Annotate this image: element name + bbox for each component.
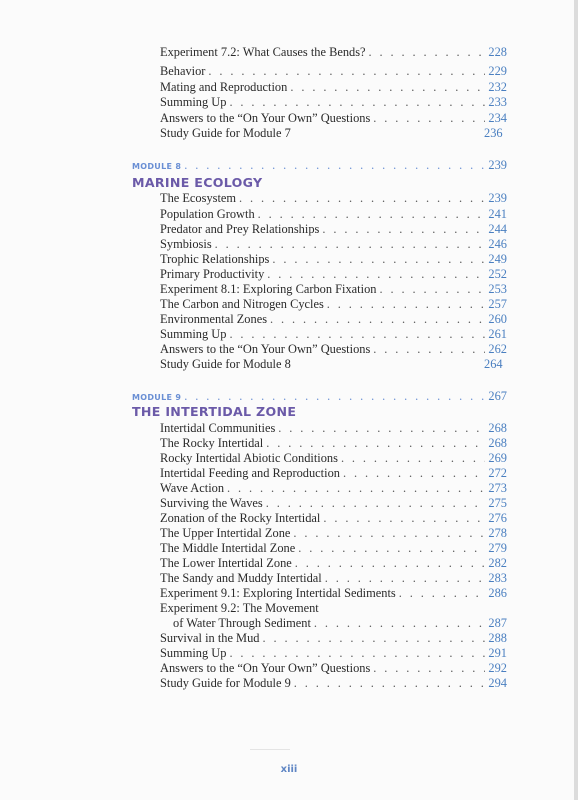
toc-page-number: 234 bbox=[488, 111, 507, 125]
toc-entry[interactable] bbox=[160, 207, 507, 222]
toc-entry-title: Intertidal Communities bbox=[160, 421, 276, 435]
module-page-number: 239 bbox=[488, 158, 507, 172]
dot-leader bbox=[229, 327, 485, 342]
toc-entry-title: Rocky Intertidal Abiotic Conditions bbox=[160, 451, 338, 465]
toc-page-number: 246 bbox=[488, 237, 507, 251]
toc-entry[interactable] bbox=[160, 80, 507, 95]
toc-entry[interactable] bbox=[160, 511, 507, 526]
dot-leader bbox=[295, 556, 486, 571]
dot-leader bbox=[266, 436, 485, 451]
footer-rule bbox=[250, 749, 290, 750]
dot-leader bbox=[266, 496, 486, 511]
dot-leader bbox=[298, 541, 485, 556]
toc-entry[interactable] bbox=[160, 661, 507, 676]
toc-entry-title: Experiment 9.1: Exploring Intertidal Sediments bbox=[160, 586, 396, 600]
dot-leader bbox=[327, 297, 486, 312]
dot-leader bbox=[227, 481, 485, 496]
toc-entry-title: Answers to the “On Your Own” Questions bbox=[160, 111, 371, 125]
toc-entry[interactable] bbox=[160, 571, 507, 586]
dot-leader bbox=[373, 342, 485, 357]
dot-leader bbox=[314, 616, 485, 631]
toc-page-number: 268 bbox=[488, 421, 507, 435]
toc-page-number: 283 bbox=[488, 571, 507, 585]
toc-page-number: 294 bbox=[488, 676, 507, 690]
toc-entry-title: The Ecosystem bbox=[160, 191, 237, 205]
toc-entry[interactable] bbox=[160, 327, 507, 342]
toc-entry[interactable] bbox=[160, 282, 507, 297]
toc-entry[interactable] bbox=[160, 436, 507, 451]
module-9-title: THE INTERTIDAL ZONE bbox=[132, 404, 297, 419]
toc-entry-title: Mating and Reproduction bbox=[160, 80, 288, 94]
toc-entry-title: Summing Up bbox=[160, 95, 227, 109]
toc-page-number: 287 bbox=[488, 616, 507, 630]
module-label: MODULE 8 bbox=[132, 162, 182, 171]
dot-leader bbox=[229, 95, 485, 110]
toc-page-number: 264 bbox=[484, 357, 503, 371]
toc-entry-continuation[interactable] bbox=[173, 616, 507, 631]
toc-entry-title: Study Guide for Module 9 bbox=[160, 676, 291, 690]
dot-leader bbox=[229, 646, 485, 661]
toc-entry-title: The Lower Intertidal Zone bbox=[160, 556, 292, 570]
dot-leader bbox=[373, 661, 485, 676]
toc-page-number: 260 bbox=[488, 312, 507, 326]
toc-entry-title: Predator and Prey Relationships bbox=[160, 222, 320, 236]
toc-entry-title: Intertidal Feeding and Reproduction bbox=[160, 466, 340, 480]
toc-entry-title: Summing Up bbox=[160, 327, 227, 341]
toc-entry[interactable] bbox=[160, 357, 503, 372]
toc-entry-title: Behavior bbox=[160, 64, 206, 78]
toc-entry[interactable] bbox=[160, 45, 507, 60]
dot-leader bbox=[239, 191, 485, 206]
toc-entry[interactable] bbox=[160, 556, 507, 571]
toc-entry-title: Experiment 8.1: Exploring Carbon Fixation bbox=[160, 282, 377, 296]
toc-page-number: 288 bbox=[488, 631, 507, 645]
toc-page-number: 273 bbox=[488, 481, 507, 495]
toc-entry-title: The Upper Intertidal Zone bbox=[160, 526, 291, 540]
toc-page-number: 261 bbox=[488, 327, 507, 341]
toc-entry[interactable] bbox=[160, 586, 507, 601]
toc-page-number: 276 bbox=[488, 511, 507, 525]
toc-entry-title: Summing Up bbox=[160, 646, 227, 660]
toc-entry-title: Survival in the Mud bbox=[160, 631, 260, 645]
toc-entry[interactable] bbox=[160, 297, 507, 312]
toc-page-number: 252 bbox=[488, 267, 507, 281]
toc-entry-title: The Sandy and Muddy Intertidal bbox=[160, 571, 322, 585]
dot-leader bbox=[278, 421, 485, 436]
toc-entry[interactable] bbox=[160, 126, 503, 141]
toc-entry[interactable] bbox=[160, 421, 507, 436]
toc-entry-title: Trophic Relationships bbox=[160, 252, 270, 266]
toc-page-number: 279 bbox=[488, 541, 507, 555]
dot-leader bbox=[184, 389, 485, 404]
dot-leader bbox=[294, 676, 486, 691]
dot-leader bbox=[215, 237, 486, 252]
module-9-heading[interactable] bbox=[132, 389, 507, 404]
toc-entry-title: Wave Action bbox=[160, 481, 225, 495]
toc-page-number: 268 bbox=[488, 436, 507, 450]
toc-entry[interactable] bbox=[160, 481, 507, 496]
toc-entry-title: The Carbon and Nitrogen Cycles bbox=[160, 297, 324, 311]
toc-entry-title: Experiment 7.2: What Causes the Bends? bbox=[160, 45, 366, 59]
toc-page-number: 229 bbox=[488, 64, 507, 78]
toc-entry[interactable] bbox=[160, 267, 507, 282]
toc-page-number: 282 bbox=[488, 556, 507, 570]
dot-leader bbox=[293, 526, 485, 541]
toc-entry[interactable] bbox=[160, 631, 507, 646]
dot-leader bbox=[323, 511, 485, 526]
module-page-number: 267 bbox=[488, 389, 507, 403]
dot-leader bbox=[341, 451, 485, 466]
module-8-heading[interactable] bbox=[132, 158, 507, 173]
toc-page-number: 249 bbox=[488, 252, 507, 266]
toc-page-number: 278 bbox=[488, 526, 507, 540]
page-folio: xiii bbox=[280, 764, 298, 775]
toc-page-number: 236 bbox=[484, 126, 503, 140]
toc-entry[interactable] bbox=[160, 451, 507, 466]
toc-entry[interactable] bbox=[160, 191, 507, 206]
toc-entry[interactable] bbox=[160, 541, 507, 556]
toc-entry[interactable] bbox=[160, 222, 507, 237]
toc-entry-title: Answers to the “On Your Own” Questions bbox=[160, 342, 371, 356]
dot-leader bbox=[290, 80, 485, 95]
toc-page-number: 232 bbox=[488, 80, 507, 94]
toc-entry[interactable] bbox=[160, 252, 507, 267]
toc-page-number: 269 bbox=[488, 451, 507, 465]
toc-entry[interactable] bbox=[160, 95, 507, 110]
dot-leader bbox=[369, 45, 486, 60]
dot-leader bbox=[258, 207, 486, 222]
toc-entry-title: Primary Productivity bbox=[160, 267, 265, 281]
toc-page-number: 257 bbox=[488, 297, 507, 311]
toc-entry[interactable] bbox=[160, 496, 507, 511]
toc-page-number: 291 bbox=[488, 646, 507, 660]
toc-entry[interactable] bbox=[160, 342, 507, 357]
dot-leader bbox=[208, 64, 485, 79]
toc-entry-title: Surviving the Waves bbox=[160, 496, 263, 510]
toc-entry-line1[interactable] bbox=[160, 601, 319, 616]
dot-leader bbox=[267, 267, 485, 282]
dot-leader bbox=[325, 571, 486, 586]
toc-page-number: 272 bbox=[488, 466, 507, 480]
toc-entry-title: Population Growth bbox=[160, 207, 255, 221]
page-edge-shadow bbox=[574, 0, 578, 800]
toc-entry-title: The Rocky Intertidal bbox=[160, 436, 264, 450]
toc-entry-title: Zonation of the Rocky Intertidal bbox=[160, 511, 321, 525]
toc-page-number: 262 bbox=[488, 342, 507, 356]
dot-leader bbox=[262, 631, 485, 646]
toc-entry-title: Answers to the “On Your Own” Questions bbox=[160, 661, 371, 675]
dot-leader bbox=[379, 282, 485, 297]
toc-entry[interactable] bbox=[160, 64, 507, 79]
toc-entry-title: The Middle Intertidal Zone bbox=[160, 541, 296, 555]
toc-entry-title: Study Guide for Module 8 bbox=[160, 357, 291, 371]
dot-leader bbox=[399, 586, 486, 601]
dot-leader bbox=[343, 466, 485, 481]
toc-page-number: 241 bbox=[488, 207, 507, 221]
toc-entry[interactable] bbox=[160, 676, 507, 691]
toc-entry-title: Experiment 9.2: The Movement bbox=[160, 601, 319, 615]
toc-entry-title: Environmental Zones bbox=[160, 312, 268, 326]
toc-entry-title: Study Guide for Module 7 bbox=[160, 126, 291, 140]
toc-entry[interactable] bbox=[160, 312, 507, 327]
toc-entry[interactable] bbox=[160, 646, 507, 661]
toc-entry[interactable] bbox=[160, 526, 507, 541]
toc-page-number: 275 bbox=[488, 496, 507, 510]
toc-entry[interactable] bbox=[160, 466, 507, 481]
toc-entry[interactable] bbox=[160, 237, 507, 252]
toc-page-number: 286 bbox=[488, 586, 507, 600]
dot-leader bbox=[272, 252, 485, 267]
toc-page-number: 233 bbox=[488, 95, 507, 109]
toc-page-number: 228 bbox=[488, 45, 507, 59]
dot-leader bbox=[184, 158, 485, 173]
module-label: MODULE 9 bbox=[132, 393, 182, 402]
toc-page-number: 253 bbox=[488, 282, 507, 296]
dot-leader bbox=[270, 312, 485, 327]
toc-entry[interactable] bbox=[160, 111, 507, 126]
toc-entry-title: Symbiosis bbox=[160, 237, 212, 251]
toc-page-number: 239 bbox=[488, 191, 507, 205]
dot-leader bbox=[373, 111, 485, 126]
toc-page-number: 244 bbox=[488, 222, 507, 236]
module-8-title: MARINE ECOLOGY bbox=[132, 175, 263, 190]
toc-entry-title: of Water Through Sediment bbox=[173, 616, 311, 630]
dot-leader bbox=[322, 222, 485, 237]
toc-page-number: 292 bbox=[488, 661, 507, 675]
